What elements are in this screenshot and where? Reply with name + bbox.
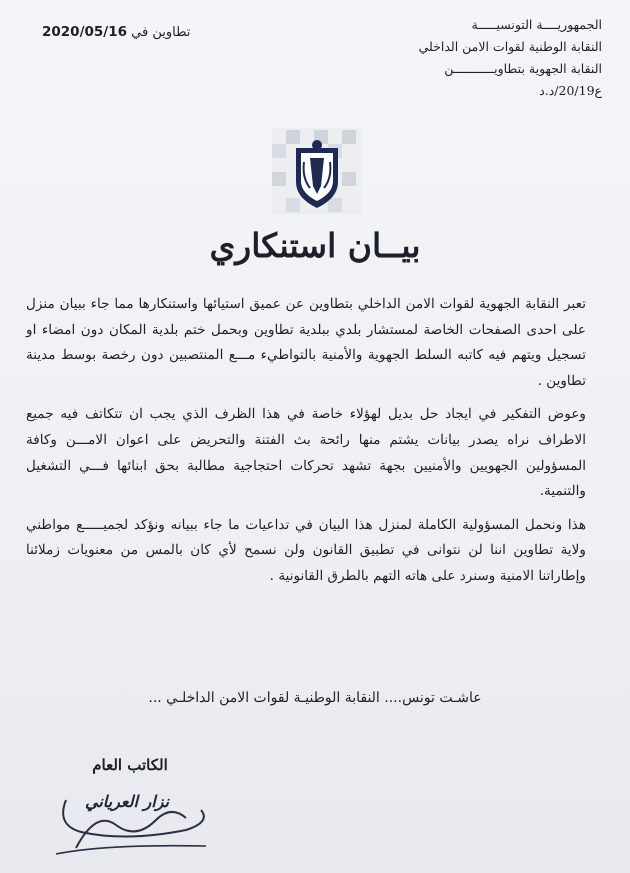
handwritten-signature-icon (36, 770, 226, 860)
union-emblem-icon (272, 128, 362, 214)
place-date (42, 24, 190, 40)
document-date: 2020/05/16 (42, 24, 128, 40)
document-title: بيــان استنكاري (209, 226, 421, 265)
signature-title: الكاتب العام (92, 756, 168, 774)
letterhead-line-national-union: النقابة الوطنية لقوات الامن الداخلي (418, 39, 602, 54)
letterhead-line-regional-union: النقابة الجهوية بتطاويـــــــــــن (444, 61, 602, 76)
paragraph-1: تعبر النقابة الجهوية لقوات الامن الداخلي بتطاوين عن عميق استيائها واستنكارها مما جاء ببيان منزل على احدى الصفحات الخاصة لمستشار بلدي ببلدية تطاوين وبحمل ختم بلدية المكان دون امضاء او تسجيل ويتهم فيه كاتبه السلط الجهوية والأمنية بالتواطيء مـــع المنتصبين دون رخصة بوسط مدينة تطاوين . (26, 296, 586, 389)
statement-body (26, 292, 586, 590)
letterhead-line-reference: ع20/19/د.د (539, 83, 602, 98)
paragraph-2: وعوض التفكير في ايجاد حل بديل لهؤلاء خاصة في هذا الظرف الذي يجب ان تتكاتف فيه جميع الاطراف نراه يصدر بيانات يشتم منها رائحة بث الفتنة والتحريض على اعوان الامـــن وكافة المسؤولين الجهويين والأمنيين بجهة تشهد تحركات احتجاجية مطالبة بحق ابنائها فـــي التشغيل والتنمية. (26, 406, 586, 500)
closing-line: عاشـت تونس.... النقابة الوطنيـة لقوات الامن الداخلـي ... (148, 690, 482, 706)
place-date-prefix: تطاوين في (131, 25, 191, 40)
letterhead (352, 14, 602, 102)
paragraph-3: هذا ونحمل المسؤولية الكاملة لمنزل هذا البيان في تداعيات ما جاء ببيانه ونؤكد لجميـــــع مواطني ولاية تطاوين اننا لن نتوانى في تطبيق القانون ولن نسمح لأي كان بالمس من معنويات زملائنا وإطاراتنا الامنية وسنرد على هاته التهم بالطرق القانونية . (26, 516, 586, 584)
signatory-name: نزار العرياني (84, 792, 169, 811)
letterhead-line-republic: الجمهوريــــة التونسيـــــة (471, 17, 602, 32)
